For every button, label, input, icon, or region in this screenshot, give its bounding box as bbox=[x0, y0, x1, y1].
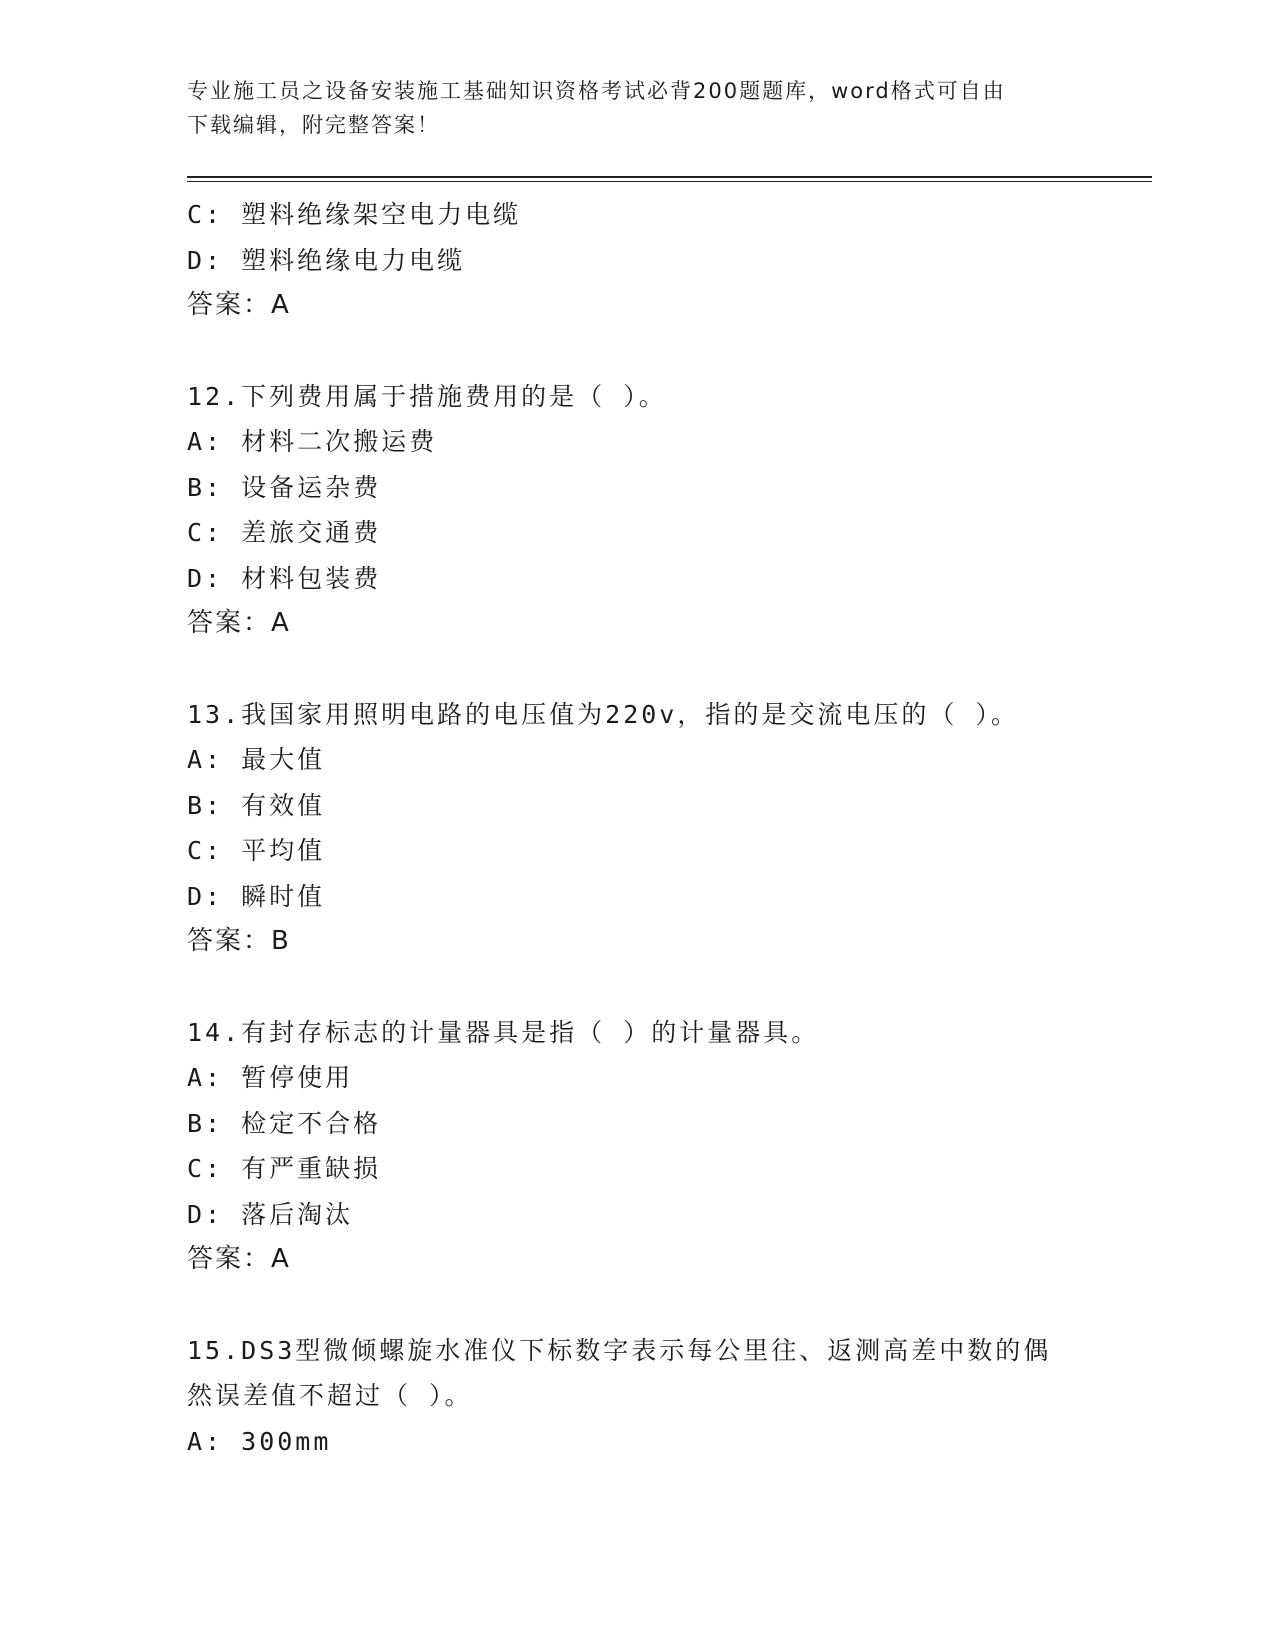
option-d: D: 落后淘汰 bbox=[187, 1199, 354, 1229]
option-d: D: 材料包装费 bbox=[187, 563, 382, 593]
question-12 bbox=[187, 374, 1087, 647]
question-14 bbox=[187, 1010, 1087, 1283]
spacer bbox=[187, 1283, 1087, 1328]
option-c: C: 有严重缺损 bbox=[187, 1154, 382, 1183]
option-a: A: 300mm bbox=[187, 1426, 332, 1456]
question-stem-line-1: 15.DS3型微倾螺旋水准仪下标数字表示每公里往、返测高差中数的偶 bbox=[187, 1335, 1052, 1365]
question-stem-line-2: 然误差值不超过（ ）。 bbox=[187, 1381, 473, 1410]
document-header bbox=[187, 74, 1067, 142]
question-stem: 12.下列费用属于措施费用的是（ ）。 bbox=[187, 381, 667, 411]
option-c: C: 差旅交通费 bbox=[187, 518, 382, 547]
option-a: A: 最大值 bbox=[187, 745, 326, 774]
option-d: D: 塑料绝缘电力电缆 bbox=[187, 245, 466, 275]
spacer bbox=[187, 647, 1087, 692]
answer-line: 答案：A bbox=[187, 290, 291, 320]
answer-line: 答案：A bbox=[187, 608, 291, 638]
option-b: B: 设备运杂费 bbox=[187, 472, 382, 502]
option-d: D: 瞬时值 bbox=[187, 881, 326, 911]
question-15 bbox=[187, 1328, 1087, 1465]
option-c: C: 塑料绝缘架空电力电缆 bbox=[187, 200, 522, 229]
answer-line: 答案：A bbox=[187, 1244, 291, 1274]
option-c: C: 平均值 bbox=[187, 836, 326, 865]
question-13 bbox=[187, 692, 1087, 965]
header-line-1: 专业施工员之设备安装施工基础知识资格考试必背200题题库，word格式可自由 bbox=[187, 79, 1006, 103]
option-b: B: 检定不合格 bbox=[187, 1108, 382, 1138]
answer-line: 答案：B bbox=[187, 926, 291, 956]
question-stem: 13.我国家用照明电路的电压值为220v，指的是交流电压的（ ）。 bbox=[187, 699, 1019, 729]
option-a: A: 材料二次搬运费 bbox=[187, 427, 438, 456]
spacer bbox=[187, 329, 1087, 374]
header-line-2: 下载编辑，附完整答案！ bbox=[187, 113, 440, 137]
question-list bbox=[187, 192, 1087, 1464]
spacer bbox=[187, 965, 1087, 1010]
option-b: B: 有效值 bbox=[187, 790, 326, 820]
question-stem: 14.有封存标志的计量器具是指（ ）的计量器具。 bbox=[187, 1017, 820, 1047]
header-divider bbox=[187, 176, 1152, 182]
prev-question bbox=[187, 192, 1087, 329]
option-a: A: 暂停使用 bbox=[187, 1063, 354, 1092]
